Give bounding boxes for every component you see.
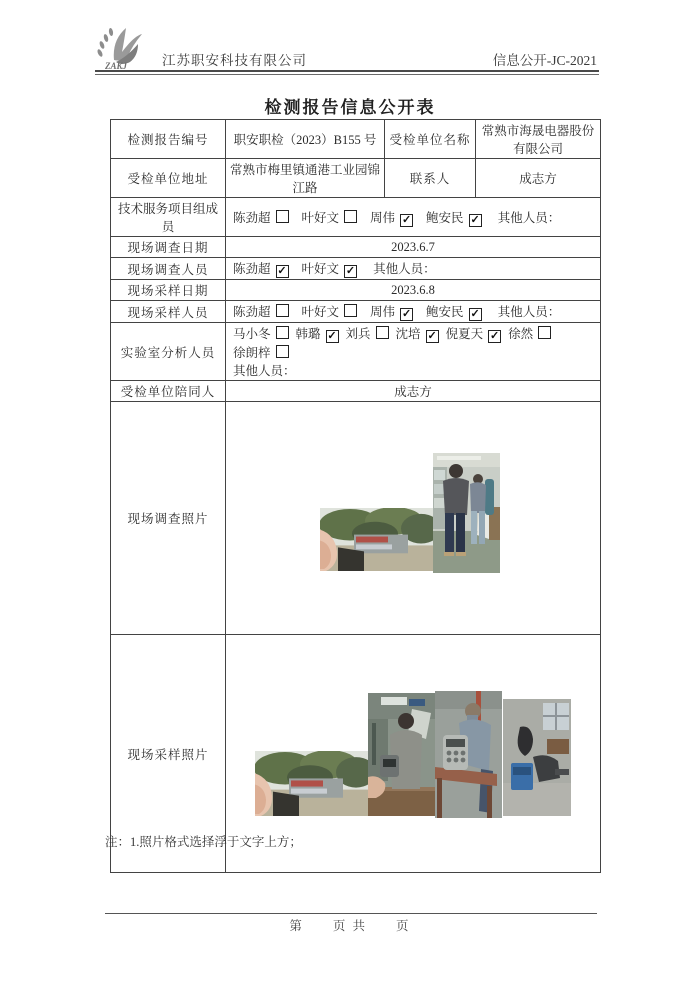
staff-member-name: 鲍安民: [426, 305, 464, 319]
report-no-label: 检测报告编号: [111, 120, 226, 159]
survey-staff-cell: [226, 258, 601, 280]
table-row: [111, 258, 601, 280]
sampling-photo-workshop-equipment: [503, 699, 571, 816]
checkbox-checked-icon[interactable]: ✓: [277, 265, 287, 277]
lab-staff-cell: [226, 323, 601, 381]
header-divider: [95, 70, 599, 75]
checkbox-unchecked-icon[interactable]: [376, 326, 389, 339]
table-row: [111, 237, 601, 258]
staff-member-name: 叶好文: [301, 210, 340, 225]
checkbox-unchecked-icon[interactable]: [538, 326, 551, 339]
checkbox-checked-icon[interactable]: ✓: [401, 213, 412, 226]
sampling-date-label: 现场采样日期: [111, 280, 226, 301]
checkbox-unchecked-icon[interactable]: [276, 326, 289, 339]
footer-divider: [105, 913, 597, 914]
company-logo-icon: [92, 24, 162, 70]
page-title: 检测报告信息公开表: [264, 98, 436, 117]
staff-member-name: 倪夏天: [445, 327, 484, 341]
survey-photo-factory-gate: [320, 508, 433, 571]
checkbox-checked-icon[interactable]: ✓: [470, 213, 480, 226]
staff-member-name: 鲍安民: [426, 210, 464, 225]
sampling-staff-list: [233, 305, 495, 319]
table-row: [111, 198, 601, 237]
table-row: [111, 381, 601, 402]
staff-member: [233, 346, 289, 360]
sampling-others-label: 其他人员：: [497, 305, 561, 319]
company-name: 江苏职安科技有限公司: [162, 53, 307, 68]
checkbox-checked-icon[interactable]: ✓: [401, 308, 412, 320]
sampling-photos-label: 现场采样照片: [111, 635, 226, 873]
lab-others-label: 其他人员：: [233, 364, 296, 378]
staff-member-name: 陈劲超: [233, 262, 271, 276]
survey-date-label: 现场调查日期: [111, 237, 226, 258]
survey-photos-label: 现场调查照片: [111, 402, 226, 635]
lab-staff-label: 实验室分析人员: [111, 323, 226, 381]
checkbox-checked-icon[interactable]: ✓: [327, 330, 337, 342]
survey-staff-label: 现场调查人员: [111, 258, 226, 280]
staff-member: [396, 327, 439, 341]
staff-member-name: 刘兵: [345, 327, 371, 341]
staff-member: [233, 327, 289, 341]
checkbox-unchecked-icon[interactable]: [276, 210, 289, 223]
sampling-date-value: 2023.6.8: [226, 280, 601, 301]
staff-member-name: 叶好文: [301, 305, 340, 319]
checkbox-checked-icon[interactable]: ✓: [427, 330, 437, 342]
checkbox-unchecked-icon[interactable]: [344, 210, 357, 223]
staff-member: [302, 211, 358, 225]
table-row: [111, 402, 601, 635]
disclosure-form-table: [110, 119, 601, 873]
team-members-cell: [226, 198, 601, 237]
unit-name-label: 受检单位名称: [385, 120, 476, 159]
table-row: [111, 280, 601, 301]
unit-address-value: 常熟市梅里镇通港工业园锦江路: [226, 159, 385, 198]
staff-member-name: 徐朗梓: [233, 346, 271, 360]
staff-member: [302, 305, 358, 319]
sampling-photo-instrument-2: [435, 691, 502, 818]
sampling-staff-label: 现场采样人员: [111, 301, 226, 323]
staff-member: [233, 305, 289, 319]
staff-member: [370, 305, 413, 319]
staff-member: [296, 327, 339, 341]
staff-member: [508, 327, 551, 341]
note-text: 注：1.照片格式选择浮于文字上方；: [105, 835, 302, 849]
staff-member-name: 韩璐: [295, 327, 321, 341]
staff-member-name: 周伟: [370, 305, 396, 319]
survey-photos-cell: [226, 402, 601, 635]
survey-photos-area: [226, 403, 600, 634]
checkbox-unchecked-icon[interactable]: [276, 304, 289, 317]
escort-label: 受检单位陪同人: [111, 381, 226, 402]
staff-member: [302, 262, 358, 276]
staff-member-name: 马小冬: [233, 327, 271, 341]
survey-staff-list: [233, 262, 370, 276]
staff-member: [370, 211, 413, 225]
staff-member-name: 周伟: [370, 210, 396, 225]
report-no-value: 职安职检（2023）B155 号: [226, 120, 385, 159]
table-row: [111, 323, 601, 381]
staff-member: [426, 305, 482, 319]
staff-member: [233, 262, 289, 276]
unit-name-value: 常熟市海晟电器股份有限公司: [476, 120, 601, 159]
staff-member: [446, 327, 502, 341]
survey-others-label: 其他人员：: [373, 262, 436, 276]
staff-member: [346, 327, 389, 341]
team-others-label: 其他人员：: [497, 210, 561, 225]
survey-photo-workshop-inspection: [433, 453, 500, 573]
sampling-photo-instrument-1: [368, 693, 435, 816]
contact-label: 联系人: [385, 159, 476, 198]
staff-member-name: 陈劲超: [233, 305, 271, 319]
staff-member-name: 徐然: [508, 327, 534, 341]
checkbox-checked-icon[interactable]: ✓: [470, 308, 480, 320]
sampling-photo-factory-gate: [255, 751, 368, 816]
team-label: 技术服务项目组成员: [111, 198, 226, 237]
survey-date-value: 2023.6.7: [226, 237, 601, 258]
checkbox-checked-icon[interactable]: ✓: [345, 265, 356, 277]
staff-member-name: 沈培: [395, 327, 421, 341]
doc-code: 信息公开-JC-2021: [492, 53, 597, 68]
contact-value: 成志方: [476, 159, 601, 198]
checkbox-unchecked-icon[interactable]: [276, 345, 289, 358]
logo-text: ZAKJ: [105, 61, 128, 70]
table-row: [111, 120, 601, 159]
staff-member-name: 叶好文: [301, 262, 340, 276]
lab-staff-list: [233, 324, 598, 361]
staff-member: [426, 211, 482, 225]
staff-member-name: 陈劲超: [233, 210, 271, 225]
staff-member: [233, 211, 289, 225]
escort-value: 成志方: [226, 381, 601, 402]
unit-address-label: 受检单位地址: [111, 159, 226, 198]
page-number-text: 第 页 共 页: [289, 919, 411, 933]
table-row: [111, 301, 601, 323]
checkbox-checked-icon[interactable]: ✓: [489, 330, 500, 342]
table-row: [111, 159, 601, 198]
team-member-list: [233, 211, 495, 225]
checkbox-unchecked-icon[interactable]: [344, 304, 357, 317]
sampling-staff-cell: [226, 301, 601, 323]
